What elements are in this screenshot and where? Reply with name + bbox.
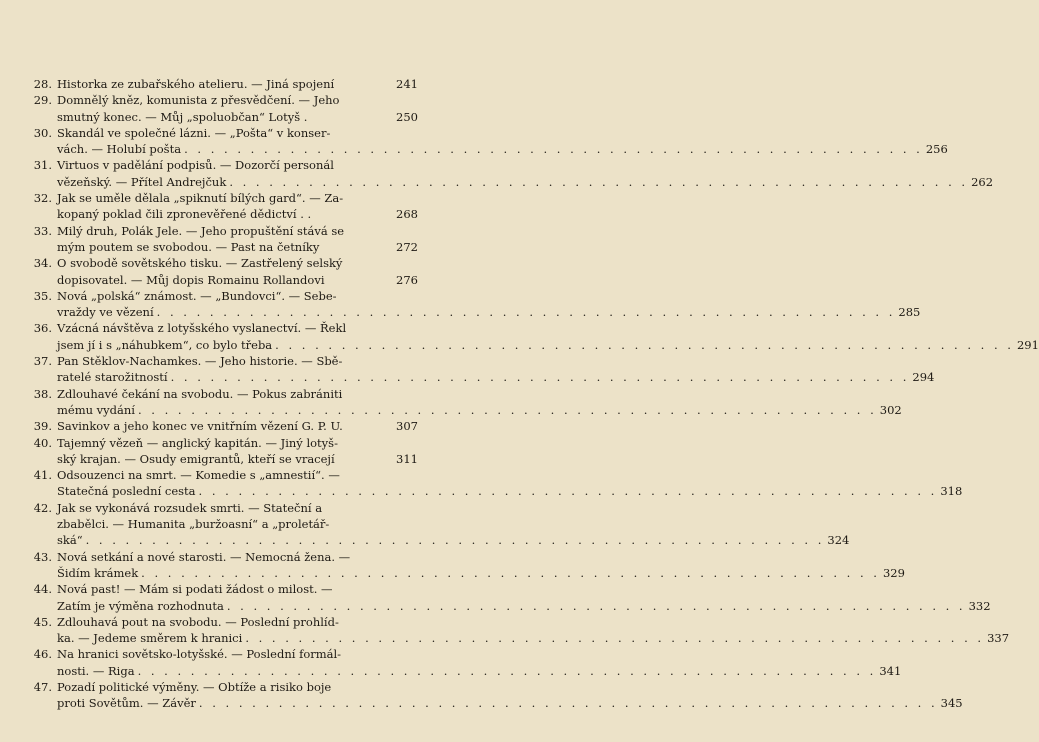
toc-entry-text: jsem jí i s „náhubkem“, co bylo třeba: [57, 337, 273, 352]
toc-entry-number: 34.: [33, 256, 52, 271]
toc-entry-text: ka. — Jedeme směrem k hranici: [57, 631, 243, 646]
toc-entry-line: [57, 206, 418, 222]
toc-entry-number: 33.: [33, 223, 52, 238]
toc-entry-title: [57, 92, 418, 125]
toc-page-number: 307: [396, 419, 418, 434]
toc-entry: [28, 435, 418, 468]
toc-entry-number: 31.: [33, 158, 52, 173]
dot-leader: [138, 663, 877, 679]
toc-entry-number: 45.: [33, 614, 52, 629]
toc-entry-number: 38.: [33, 386, 52, 401]
toc-entry-text: Domnělý kněz, komunista z přesvědčení. — Jeho: [57, 93, 340, 108]
toc-entry-text: Pozadí politické výměny. — Obtíže a risiko boje: [57, 679, 332, 694]
toc-entry-title: [57, 386, 902, 419]
toc-entry-line: [57, 402, 902, 418]
toc-page-number: 241: [396, 77, 418, 91]
toc-entry-line: [57, 223, 418, 239]
toc-entry-number: 43.: [33, 549, 52, 564]
toc-entry-line: [57, 76, 418, 92]
toc-entry-number: 29.: [33, 93, 52, 108]
toc-entry-line: [57, 255, 418, 271]
toc-entry-text: Zatím je výměna rozhodnuta: [57, 598, 224, 613]
toc-entry-text: Pan Stěklov-Nachamkes. — Jeho historie. — Sbě-: [57, 354, 343, 369]
toc-entry-number: 47.: [33, 679, 52, 694]
table-of-contents: [28, 76, 1039, 712]
toc-entry-text: kopaný poklad čili zpronevěřené dědictví . .: [57, 207, 312, 222]
dot-leader: [86, 532, 825, 548]
toc-entry-text: mému vydání: [57, 402, 135, 417]
toc-page-number: 341: [879, 663, 902, 678]
toc-entry-title: [57, 76, 418, 92]
toc-page-number: 272: [396, 239, 418, 254]
toc-entry-text: vraždy ve vězení: [57, 305, 154, 320]
dot-leader: [275, 337, 1014, 353]
toc-entry-line: [57, 92, 418, 108]
toc-page-number: 262: [971, 174, 994, 189]
toc-entry-title: [57, 679, 963, 712]
toc-entry-line: [57, 581, 991, 597]
toc-entry: [28, 581, 991, 614]
toc-entry-text: Virtuos v padělání podpisů. — Dozorčí personál: [57, 158, 334, 173]
toc-entry: [28, 190, 418, 223]
toc-entry-text: Zdlouhavá pout na svobodu. — Poslední prohlíd-: [57, 614, 339, 629]
toc-entry-line: [57, 483, 962, 499]
toc-entry-text: ský krajan. — Osudy emigrantů, kteří se vracejí: [57, 451, 335, 466]
toc-entry-text: Nová past! — Mám si podati žádost o milost. —: [57, 582, 333, 597]
toc-entry-text: dopisovatel. — Můj dopis Romainu Rollandovi: [57, 272, 325, 287]
dot-leader: [138, 402, 877, 418]
toc-entry-number: 44.: [33, 582, 52, 597]
dot-leader: [184, 141, 923, 157]
toc-page-number: 268: [396, 207, 418, 222]
dot-leader: [199, 695, 938, 711]
toc-entry-text: smutný konec. — Můj „spoluobčan“ Lotyš .: [57, 109, 308, 124]
toc-entry-text: Jak se vykonává rozsudek smrti. — Stateční a: [57, 500, 323, 515]
toc-page-number: 276: [396, 272, 418, 287]
dot-leader: [171, 369, 910, 385]
toc-entry-text: Nová setkání a nové starosti. — Nemocná žena. —: [57, 549, 351, 564]
toc-entry-text: Milý druh, Polák Jele. — Jeho propuštění stává se: [57, 223, 345, 238]
toc-entry-line: [57, 239, 418, 255]
toc-entry-number: 36.: [33, 321, 52, 336]
toc-entry-title: [57, 320, 1039, 353]
toc-entry: [28, 386, 902, 419]
toc-entry-line: [57, 549, 905, 565]
toc-entry-text: Na hranici sovětsko-lotyšské. — Poslední formál-: [57, 647, 342, 662]
toc-entry-line: [57, 663, 901, 679]
toc-entry-line: [57, 353, 934, 369]
toc-entry-number: 39.: [33, 419, 52, 434]
dot-leader: [229, 174, 968, 190]
toc-entry-line: [57, 386, 902, 402]
toc-entry-number: 42.: [33, 500, 52, 515]
toc-page-number: 250: [396, 109, 418, 124]
toc-entry-line: [57, 337, 1039, 353]
toc-entry-title: [57, 255, 418, 288]
toc-entry-text: Nová „polská“ známost. — „Bundovci“. — Sebe-: [57, 288, 337, 303]
toc-entry: [28, 353, 935, 386]
toc-entry-text: ratelé starožitností: [57, 370, 168, 385]
toc-entry-title: [57, 581, 991, 614]
toc-entry-text: Tajemný vězeň — anglický kapitán. — Jiný lotyš-: [57, 435, 338, 450]
toc-entry-line: [57, 141, 948, 157]
toc-page-number: 337: [987, 631, 1010, 646]
toc-entry-line: [57, 614, 1009, 630]
toc-page-number: 324: [827, 533, 850, 548]
toc-entry-text: vězeňský. — Přítel Andrejčuk: [57, 174, 227, 189]
toc-entry-line: [57, 435, 418, 451]
toc-page-number: 329: [882, 565, 905, 580]
toc-entry-title: [57, 190, 418, 223]
toc-entry-text: nosti. — Riga: [57, 663, 135, 678]
toc-entry-title: [57, 125, 948, 158]
toc-entry-line: [57, 157, 993, 173]
toc-page-number: 345: [940, 696, 963, 711]
toc-entry-line: [57, 369, 934, 385]
toc-entry-number: 35.: [33, 288, 52, 303]
toc-entry-text: ská“: [57, 533, 83, 548]
toc-entry-number: 28.: [33, 77, 52, 91]
toc-entry-number: 41.: [33, 468, 52, 483]
toc-entry-title: [57, 157, 993, 190]
toc-entry-title: [57, 418, 418, 434]
dot-leader: [245, 630, 984, 646]
toc-entry: [28, 288, 921, 321]
toc-entry-line: [57, 125, 948, 141]
toc-entry-text: Savinkov a jeho konec ve vnitřním vězení G. P. U.: [57, 419, 343, 434]
toc-page-number: 332: [968, 598, 991, 613]
toc-entry-line: [57, 451, 418, 467]
toc-entry: [28, 679, 963, 712]
dot-leader: [199, 483, 938, 499]
toc-entry-line: [57, 174, 993, 190]
toc-entry-text: Šidím krámek: [57, 565, 139, 580]
toc-entry-text: Jak se uměle dělala „spiknutí bílých gard“. — Za-: [57, 191, 344, 206]
toc-entry-title: [57, 435, 418, 468]
toc-entry: [28, 500, 850, 549]
toc-entry: [28, 255, 418, 288]
toc-entry-line: [57, 695, 963, 711]
toc-entry-text: zbabělci. — Humanita „buržoasní“ a „proletář-: [57, 517, 330, 532]
toc-entry-number: 32.: [33, 191, 52, 206]
toc-entry-text: Zdlouhavé čekání na svobodu. — Pokus zabrániti: [57, 386, 343, 401]
toc-entry-line: [57, 565, 905, 581]
toc-entry: [28, 320, 1039, 353]
toc-entry-line: [57, 272, 418, 288]
toc-entry-title: [57, 467, 962, 500]
toc-entry-title: [57, 288, 920, 321]
toc-entry-line: [57, 646, 901, 662]
toc-entry-line: [57, 500, 849, 516]
toc-entry-title: [57, 500, 849, 549]
toc-entry-line: [57, 532, 849, 548]
toc-entry-line: [57, 418, 418, 434]
toc-entry-text: O svobodě sovětského tisku. — Zastřelený selský: [57, 256, 343, 271]
dot-leader: [141, 565, 880, 581]
toc-page-number: 302: [879, 402, 902, 417]
toc-entry-text: Vzácná návštěva z lotyšského vyslanectví. — Řekl: [57, 321, 347, 336]
toc-entry: [28, 549, 905, 582]
toc-entry-text: Statečná poslední cesta: [57, 484, 196, 499]
toc-page-number: 311: [396, 451, 418, 466]
toc-entry-text: mým poutem se svobodou. — Past na četníky: [57, 239, 320, 254]
toc-entry-text: vách. — Holubí pošta: [57, 142, 182, 157]
toc-entry-line: [57, 190, 418, 206]
toc-entry-number: 30.: [33, 125, 52, 140]
toc-entry: [28, 76, 418, 92]
toc-entry: [28, 223, 418, 256]
toc-entry: [28, 92, 418, 125]
toc-entry-number: 37.: [33, 354, 52, 369]
toc-page-number: 285: [898, 305, 921, 320]
toc-entry-text: Historka ze zubařského atelieru. — Jiná spojení: [57, 77, 335, 91]
toc-entry-line: [57, 288, 920, 304]
toc-entry-line: [57, 516, 849, 532]
toc-entry-title: [57, 614, 1009, 647]
dot-leader: [227, 598, 966, 614]
toc-entry-line: [57, 630, 1009, 646]
toc-entry-line: [57, 598, 991, 614]
toc-entry-title: [57, 223, 418, 256]
toc-entry-number: 46.: [33, 647, 52, 662]
toc-entry: [28, 467, 963, 500]
dot-leader: [157, 304, 896, 320]
toc-page-number: 256: [925, 142, 948, 157]
toc-entry-line: [57, 320, 1039, 336]
toc-entry: [28, 125, 948, 158]
toc-entry-line: [57, 679, 963, 695]
toc-entry-line: [57, 304, 920, 320]
toc-page-number: 318: [940, 484, 963, 499]
toc-entry-line: [57, 467, 962, 483]
toc-entry-text: proti Sovětům. — Závěr: [57, 696, 196, 711]
toc-entry-title: [57, 353, 934, 386]
toc-entry: [28, 418, 418, 434]
toc-entry: [28, 646, 902, 679]
toc-page-number: 294: [912, 370, 935, 385]
toc-entry: [28, 157, 994, 190]
toc-entry-text: Odsouzenci na smrt. — Komedie s „amnestií“. —: [57, 468, 340, 483]
toc-entry-number: 40.: [33, 435, 52, 450]
toc-entry-title: [57, 646, 901, 679]
toc-entry-title: [57, 549, 905, 582]
toc-entry-text: Skandál ve společné lázni. — „Pošta“ v konser-: [57, 125, 331, 140]
toc-entry: [28, 614, 1010, 647]
toc-entry-line: [57, 109, 418, 125]
toc-page-number: 291: [1016, 337, 1039, 352]
